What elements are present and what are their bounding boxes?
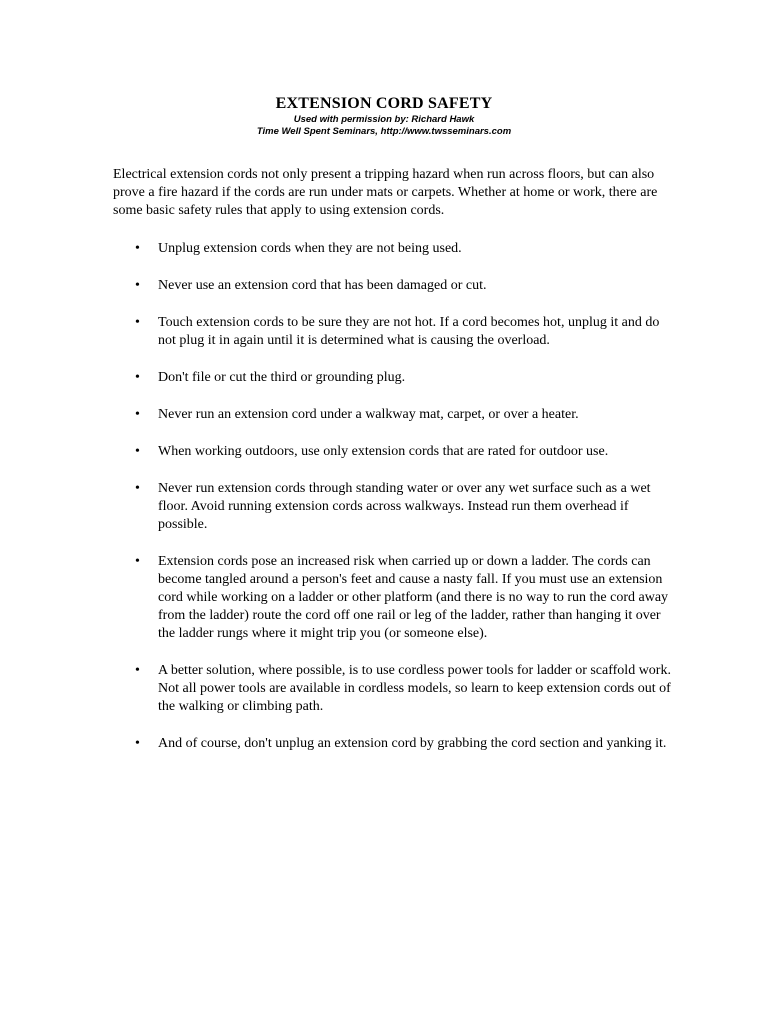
credit-line-source: Time Well Spent Seminars, http://www.twsseminars.com (256, 126, 512, 137)
credit-line-author: Used with permission by: Richard Hawk (293, 114, 475, 125)
list-item (113, 314, 673, 350)
list-item-text: Never run an extension cord under a walkway mat, carpet, or over a heater. (158, 407, 579, 422)
list-item-text: Touch extension cords to be sure they are not hot. If a cord becomes hot, unplug it and do not plug it in again until it is determined what is causing the overload. (158, 315, 660, 348)
bullet-icon: • (135, 663, 140, 678)
bullet-icon: • (135, 554, 140, 569)
list-item-text: A better solution, where possible, is to use cordless power tools for ladder or scaffold work. Not all power tools are available in cordless models, so learn to keep extension cords out of the walking or climbing path. (158, 663, 671, 714)
list-item-text: When working outdoors, use only extension cords that are rated for outdoor use. (158, 444, 609, 459)
bullet-icon: • (135, 736, 140, 751)
list-item (113, 553, 673, 643)
list-item (113, 277, 673, 295)
bullet-icon: • (135, 407, 140, 422)
list-item (113, 240, 673, 258)
list-item-text: Extension cords pose an increased risk when carried up or down a ladder. The cords can become tangled around a person's feet and cause a nasty fall. If you must use an extension cord while working on a ladder or other platform (and there is no way to run the cord away from the ladder) route the cord off one rail or leg of the ladder, rather than hanging it over the ladder rungs where it might trip you (or someone else). (158, 554, 669, 641)
list-item (113, 369, 673, 387)
list-item-text: Never use an extension cord that has been damaged or cut. (158, 278, 487, 293)
list-item-text: Never run extension cords through standing water or over any wet surface such as a wet floor. Avoid running extension cords across walkways. Instead run them overhead if possible. (158, 481, 651, 532)
list-item (113, 406, 673, 424)
list-item (113, 443, 673, 461)
bullet-icon: • (135, 315, 140, 330)
document-title: EXTENSION CORD SAFETY (275, 95, 493, 112)
list-item-text: And of course, don't unplug an extension cord by grabbing the cord section and yanking it. (158, 736, 667, 751)
intro-paragraph: Electrical extension cords not only present a tripping hazard when run across floors, but can also prove a fire hazard if the cords are run under mats or carpets. Whether at home or work, there are some basic safety rules that apply to using extension cords. (113, 167, 658, 218)
bullet-icon: • (135, 370, 140, 385)
list-item (113, 662, 673, 716)
list-item-text: Don't file or cut the third or grounding plug. (158, 370, 406, 385)
bullet-icon: • (135, 278, 140, 293)
list-item (113, 735, 673, 753)
list-item-text: Unplug extension cords when they are not being used. (158, 241, 462, 256)
bullet-icon: • (135, 444, 140, 459)
list-item (113, 480, 673, 534)
safety-rules-list (113, 240, 673, 772)
bullet-icon: • (135, 481, 140, 496)
bullet-icon: • (135, 241, 140, 256)
